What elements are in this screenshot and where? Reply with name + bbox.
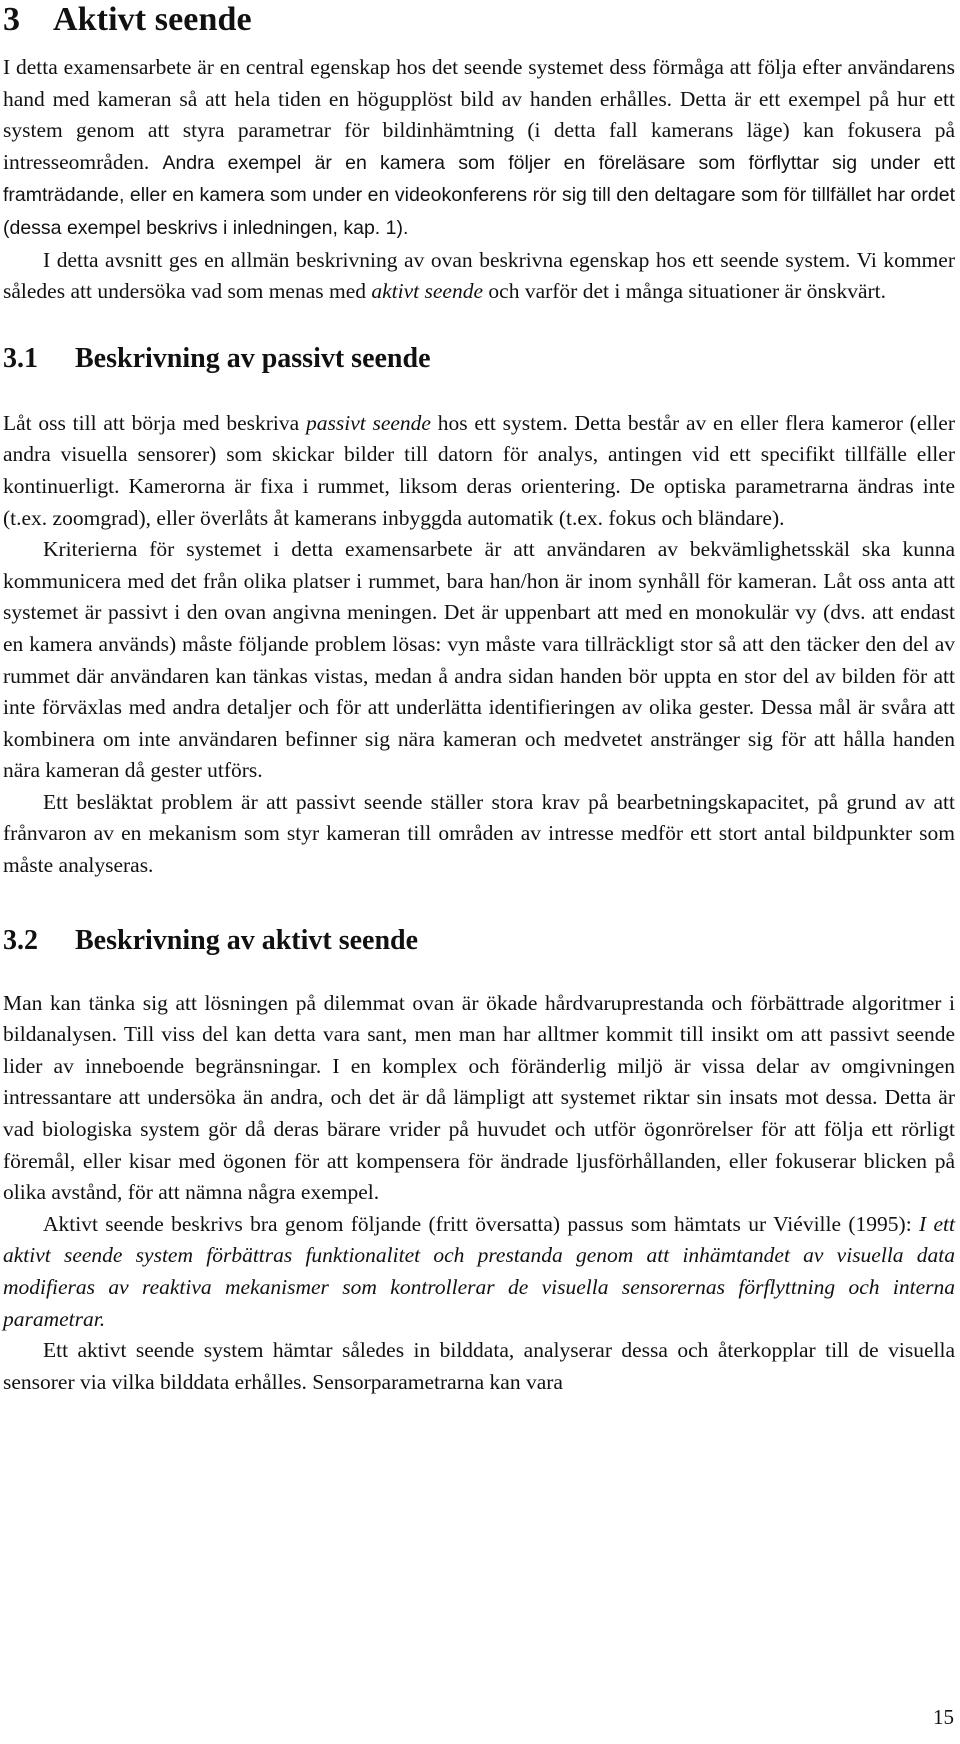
section1-paragraph-3: Ett besläktat problem är att passivt seende ställer stora krav på bearbetningskapacitet, på grund av att frånvaron av en mekanism som styr kameran till områden av intresse medför ett stort antal bildpunkter som måste analyseras. [3, 789, 955, 878]
s2-p2-quote: I ett aktivt seende system förbättras funktionalitet och prestanda genom att inhämtandet av visuella data modifieras av reaktiva mekanismer som kontrollerar de visuella sensorernas förflyttning och interna parametrar. [3, 1211, 956, 1331]
intro-p1-sans: Andra exempel är en kamera som följer en föreläsare som förflyttar sig under ett framträdande, eller en kamera som under en videokonferens rör sig till den deltagare som för tillfället har ordet (dessa exempel beskrivs i inledningen, kap. 1). [3, 151, 955, 239]
chapter-number: 3 [3, 1, 21, 38]
section-title-3-1: Beskrivning av passivt seende [75, 342, 431, 374]
chapter-title: Aktivt seende [53, 1, 252, 38]
intro-paragraph-2 [3, 245, 955, 308]
section1-paragraph-2: Kriterierna för systemet i detta examensarbete är att användaren av bekvämlighetsskäl ska kunna kommunicera med det från olika platser i rummet, bara han/hon är inom synhåll för kameran. Låt oss anta att systemet är passivt i den ovan angivna meningen. Det är uppenbart att med en monokulär vy (dvs. att endast en kamera används) måste följande problem lösas: vyn måste vara tillräckligt stor så att den täcker den del av rummet där användaren kan tänkas vistas, medan å andra sidan handen bör uppta en stor del av bilden för att inte förväxlas med andra detaljer och för att underlätta identifieringen av olika gester. Dessa mål är svåra att kombinera om inte användaren befinner sig nära kameran och medvetet anstränger sig för att hålla handen nära kameran då gester utförs. [3, 537, 955, 783]
s2-p2-text-a: Aktivt seende beskrivs bra genom följande (fritt översatta) passus som hämtats ur Viéville (1995): [43, 1211, 920, 1236]
section-body-3-2 [3, 988, 955, 1399]
section-heading-3-2 [3, 924, 955, 958]
page-number: 15 [933, 1705, 954, 1729]
section-body-3-1 [3, 408, 955, 882]
section-title-3-2: Beskrivning av aktivt seende [75, 924, 419, 956]
intro-paragraph-1 [3, 52, 955, 245]
s1-p1-emphasis: passivt seende [305, 410, 431, 435]
intro-p2-text-a: I detta avsnitt ges en allmän beskrivning av ovan beskrivna egenskap hos ett seende system. Vi kommer således att undersöka vad som menas med [3, 247, 955, 304]
chapter-heading [3, 0, 955, 42]
intro-p2-text-b: och varför det i många situationer är önskvärt. [483, 279, 887, 304]
section1-paragraph-1 [3, 408, 955, 534]
section2-paragraph-3: Ett aktivt seende system hämtar således in bilddata, analyserar dessa och återkopplar till de visuella sensorer via vilka bilddata erhålles. Sensorparametrarna kan vara [3, 1338, 955, 1394]
section-heading-3-1 [3, 342, 955, 376]
section-number-3-2: 3.2 [3, 924, 38, 956]
section-number-3-1: 3.1 [3, 342, 38, 374]
section2-paragraph-1: Man kan tänka sig att lösningen på dilemmat ovan är ökade hårdvaruprestanda och förbättrade algoritmer i bildanalysen. Till viss del kan detta vara sant, men man har alltmer kommit till insikt om att passivt seende lider av inneboende begränsningar. I en komplex och föränderlig miljö är vissa delar av omgivningen intressantare att undersöka än andra, och det är då lämpligt att systemet riktar sin insats mot dessa. Detta är vad biologiska system gör då deras bärare vrider på huvudet och utför ögonrörelser för att följa ett rörligt föremål, eller kisar med ögonen för att kompensera för ändrade ljusförhållanden, eller fokuserar blicken på olika avstånd, för att nämna några exempel. [3, 990, 955, 1205]
chapter-intro [3, 52, 955, 308]
s1-p1-text-b: hos ett system. Detta består av en eller flera kameror (eller andra visuella sensorer) som skickar bilder till datorn för analys, antingen vid ett specifikt tillfälle eller kontinuerligt. Kamerorna är fixa i rummet, liksom deras orientering. De optiska parametrarna ändras inte (t.ex. zoomgrad), eller överlåts åt kamerans inbyggda automatik (t.ex. fokus och bländare). [3, 410, 956, 530]
s1-p1-text-a: Låt oss till att börja med beskriva [3, 410, 306, 435]
text-column [3, 0, 955, 1398]
intro-p2-emphasis: aktivt seende [371, 279, 484, 304]
intro-p1-serif: I detta examensarbete är en central egenskap hos det seende systemet dess förmåga att följa efter användarens hand med kameran så att hela tiden en högupplöst bild av handen erhålles. Detta är ett exempel på hur ett system genom att styra parametrar för bildinhämtning (i detta fall kamerans läge) kan fokusera på intresseområden. [3, 55, 955, 174]
section2-paragraph-2 [3, 1209, 955, 1335]
